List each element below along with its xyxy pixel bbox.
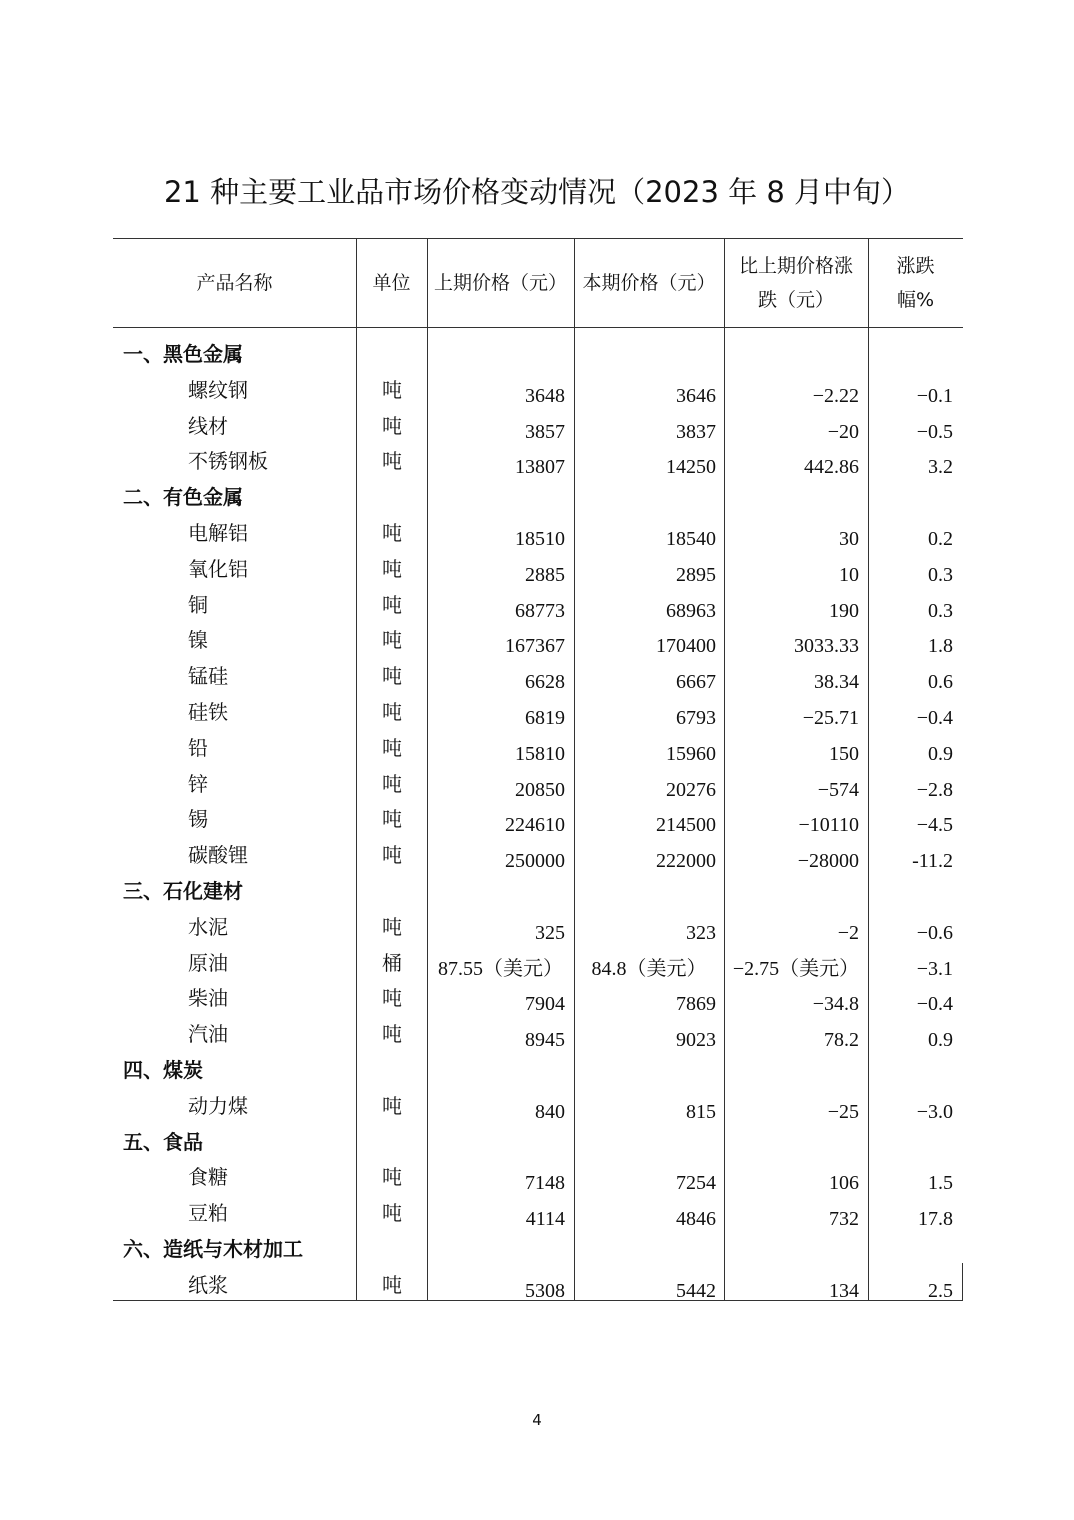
change-cell: 3033.33	[794, 635, 859, 658]
curr-price-cell: 6667	[676, 671, 716, 694]
prev-price-cell: 15810	[515, 742, 565, 765]
unit-cell: 吨	[382, 843, 402, 868]
header-product-name: 产品名称	[196, 271, 273, 294]
price-table	[113, 238, 963, 1301]
curr-price-cell: 815	[686, 1100, 716, 1123]
unit-cell: 吨	[382, 914, 402, 939]
table-row	[113, 443, 963, 479]
curr-price-cell: 7254	[676, 1172, 716, 1195]
category-label: 二、有色金属	[123, 485, 243, 510]
curr-price-cell: 15960	[666, 742, 716, 765]
change-cell: −25	[827, 1100, 859, 1123]
unit-cell: 吨	[382, 521, 402, 545]
change-pct-cell: 1.5	[928, 1172, 953, 1195]
curr-price-cell: 68963	[666, 599, 716, 622]
prev-price-cell: 87.55（美元）	[438, 957, 563, 980]
curr-price-cell: 3646	[676, 384, 716, 407]
change-cell: 78.2	[824, 1029, 859, 1052]
table-row	[113, 587, 963, 623]
curr-price-cell: 2895	[676, 563, 716, 586]
header-unit: 单位	[372, 271, 411, 294]
prev-price-cell: 13807	[515, 456, 565, 479]
product-name: 碳酸锂	[188, 843, 248, 868]
prev-price-cell: 325	[535, 921, 565, 944]
unit-cell: 吨	[382, 1201, 402, 1226]
curr-price-cell: 6793	[676, 707, 716, 729]
product-name: 柴油	[188, 986, 228, 1011]
change-cell: −2.22	[812, 384, 859, 407]
change-pct-cell: 17.8	[918, 1208, 953, 1231]
curr-price-cell: 7869	[676, 993, 716, 1016]
header-pct-line1: 涨跌	[896, 254, 935, 277]
page-title: 21 种主要工业品市场价格变动情况（2023 年 8 月中旬）	[163, 175, 911, 209]
product-name: 不锈钢板	[188, 449, 268, 474]
header-bottom-rule	[113, 327, 963, 328]
change-cell: −2	[837, 921, 859, 944]
change-cell: −10110	[798, 814, 859, 837]
category-row	[113, 479, 963, 515]
prev-price-cell: 5308	[525, 1279, 565, 1302]
curr-price-cell: 84.8（美元）	[591, 957, 707, 980]
prev-price-cell: 3857	[525, 420, 565, 443]
table-row	[113, 551, 963, 587]
product-name: 豆粕	[188, 1201, 228, 1226]
unit-cell: 桶	[382, 950, 402, 975]
curr-price-cell: 14250	[666, 456, 716, 479]
unit-cell: 吨	[382, 986, 402, 1011]
change-pct-cell: -11.2	[912, 850, 953, 873]
unit-cell: 吨	[382, 628, 402, 653]
curr-price-cell: 323	[686, 921, 716, 944]
product-name: 水泥	[188, 914, 228, 939]
prev-price-cell: 6819	[525, 707, 565, 729]
table-row	[113, 1016, 963, 1052]
category-label: 四、煤炭	[123, 1058, 203, 1082]
unit-cell: 吨	[382, 735, 402, 760]
category-row	[113, 1052, 963, 1088]
change-pct-cell: 1.8	[928, 635, 953, 658]
change-pct-cell: 0.9	[928, 1029, 953, 1052]
change-pct-cell: 0.6	[928, 671, 953, 694]
unit-cell: 吨	[382, 556, 402, 581]
prev-price-cell: 2885	[525, 563, 565, 586]
unit-cell: 吨	[382, 700, 402, 724]
product-name: 动力煤	[188, 1093, 248, 1118]
change-pct-cell: 3.2	[928, 456, 953, 479]
product-name: 镍	[188, 628, 208, 653]
change-pct-cell: −2.8	[916, 778, 953, 801]
curr-price-cell: 170400	[656, 635, 716, 658]
category-label: 一、黑色金属	[123, 342, 243, 366]
prev-price-cell: 840	[535, 1100, 565, 1123]
header-prev-price: 上期价格（元）	[433, 271, 567, 294]
change-cell: 30	[839, 528, 859, 550]
change-pct-cell: 0.2	[928, 528, 953, 550]
change-cell: −28000	[797, 850, 859, 873]
header-pct-line2: 幅%	[896, 288, 935, 311]
change-cell: −2.75（美元）	[732, 957, 860, 980]
prev-price-cell: 8945	[525, 1029, 565, 1052]
change-pct-cell: −0.4	[916, 993, 953, 1016]
category-label: 六、造纸与木材加工	[123, 1237, 303, 1261]
table-row	[113, 372, 963, 408]
category-row	[113, 1124, 963, 1160]
change-cell: 442.86	[804, 456, 859, 479]
change-cell: −34.8	[812, 993, 859, 1016]
table-row	[113, 909, 963, 945]
page-number: 4	[532, 1411, 542, 1429]
table-row	[113, 622, 963, 658]
header-change-line2: 跌（元）	[757, 288, 834, 311]
product-name: 原油	[188, 950, 228, 975]
curr-price-cell: 9023	[676, 1029, 716, 1052]
table-row	[113, 408, 963, 444]
product-name: 铅	[188, 735, 208, 760]
change-pct-cell: −0.6	[916, 921, 953, 944]
unit-cell: 吨	[382, 664, 402, 689]
curr-price-cell: 214500	[656, 814, 716, 837]
change-pct-cell: −0.5	[916, 420, 953, 443]
table-row	[113, 694, 963, 730]
table-row	[113, 980, 963, 1016]
category-row	[113, 336, 963, 372]
change-pct-cell: −4.5	[916, 814, 953, 837]
prev-price-cell: 6628	[525, 671, 565, 694]
prev-price-cell: 7904	[525, 993, 565, 1016]
change-pct-cell: 0.3	[928, 599, 953, 622]
change-cell: 106	[829, 1172, 859, 1195]
product-name: 氧化铝	[188, 556, 248, 581]
change-pct-cell: −0.1	[916, 384, 953, 407]
change-pct-cell: 0.3	[928, 563, 953, 586]
header-change	[724, 238, 868, 327]
product-name: 铜	[188, 592, 208, 617]
change-pct-cell: −3.0	[916, 1100, 953, 1123]
product-name: 硅铁	[188, 700, 228, 724]
prev-price-cell: 68773	[515, 599, 565, 622]
product-name: 汽油	[188, 1022, 228, 1047]
table-row	[113, 515, 963, 551]
product-name: 食糖	[188, 1165, 228, 1190]
change-pct-cell: −0.4	[916, 707, 953, 729]
table-row	[113, 766, 963, 802]
unit-cell: 吨	[382, 771, 402, 796]
category-row	[113, 1231, 963, 1267]
curr-price-cell: 222000	[656, 850, 716, 873]
curr-price-cell: 5442	[676, 1279, 716, 1302]
change-pct-cell: −3.1	[916, 957, 953, 980]
header-curr-price: 本期价格（元）	[582, 271, 716, 294]
product-name: 电解铝	[188, 521, 248, 545]
prev-price-cell: 7148	[525, 1172, 565, 1195]
change-cell: 10	[839, 563, 859, 586]
unit-cell: 吨	[382, 807, 402, 832]
table-row	[113, 945, 963, 981]
change-pct-cell: 0.9	[928, 742, 953, 765]
product-name: 锰硅	[188, 664, 228, 689]
table-row	[113, 658, 963, 694]
curr-price-cell: 3837	[676, 420, 716, 443]
table-row	[113, 1159, 963, 1195]
table-row	[113, 730, 963, 766]
product-name: 锌	[188, 771, 208, 796]
unit-cell: 吨	[382, 1165, 402, 1190]
change-cell: 134	[829, 1279, 859, 1302]
prev-price-cell: 250000	[505, 850, 565, 873]
prev-price-cell: 3648	[525, 384, 565, 407]
change-cell: 732	[829, 1208, 859, 1231]
header-change-pct	[868, 238, 963, 327]
change-cell: −25.71	[802, 707, 859, 729]
change-cell: 150	[829, 742, 859, 765]
change-cell: −574	[817, 778, 859, 801]
product-name: 线材	[188, 413, 228, 438]
unit-cell: 吨	[382, 413, 402, 438]
unit-cell: 吨	[382, 1022, 402, 1047]
unit-cell: 吨	[382, 377, 402, 402]
table-row	[113, 1267, 963, 1303]
curr-price-cell: 18540	[666, 528, 716, 550]
curr-price-cell: 20276	[666, 778, 716, 801]
change-cell: 190	[829, 599, 859, 622]
curr-price-cell: 4846	[676, 1208, 716, 1231]
prev-price-cell: 18510	[515, 528, 565, 550]
product-name: 螺纹钢	[188, 377, 248, 402]
category-label: 五、食品	[123, 1129, 203, 1154]
table-row	[113, 801, 963, 837]
prev-price-cell: 4114	[525, 1208, 565, 1231]
table-row	[113, 1088, 963, 1124]
unit-cell: 吨	[382, 1093, 402, 1118]
change-cell: −20	[827, 420, 859, 443]
table-row	[113, 837, 963, 873]
product-name: 锡	[188, 807, 208, 832]
unit-cell: 吨	[382, 592, 402, 617]
category-row	[113, 873, 963, 909]
prev-price-cell: 20850	[515, 778, 565, 801]
change-cell: 38.34	[814, 671, 859, 694]
unit-cell: 吨	[382, 1272, 402, 1297]
prev-price-cell: 224610	[505, 814, 565, 837]
category-label: 三、石化建材	[123, 879, 243, 903]
header-change-line1: 比上期价格涨	[738, 254, 853, 277]
prev-price-cell: 167367	[505, 635, 565, 658]
change-pct-cell: 2.5	[928, 1279, 953, 1302]
product-name: 纸浆	[188, 1272, 228, 1297]
table-row	[113, 1195, 963, 1231]
unit-cell: 吨	[382, 449, 402, 474]
